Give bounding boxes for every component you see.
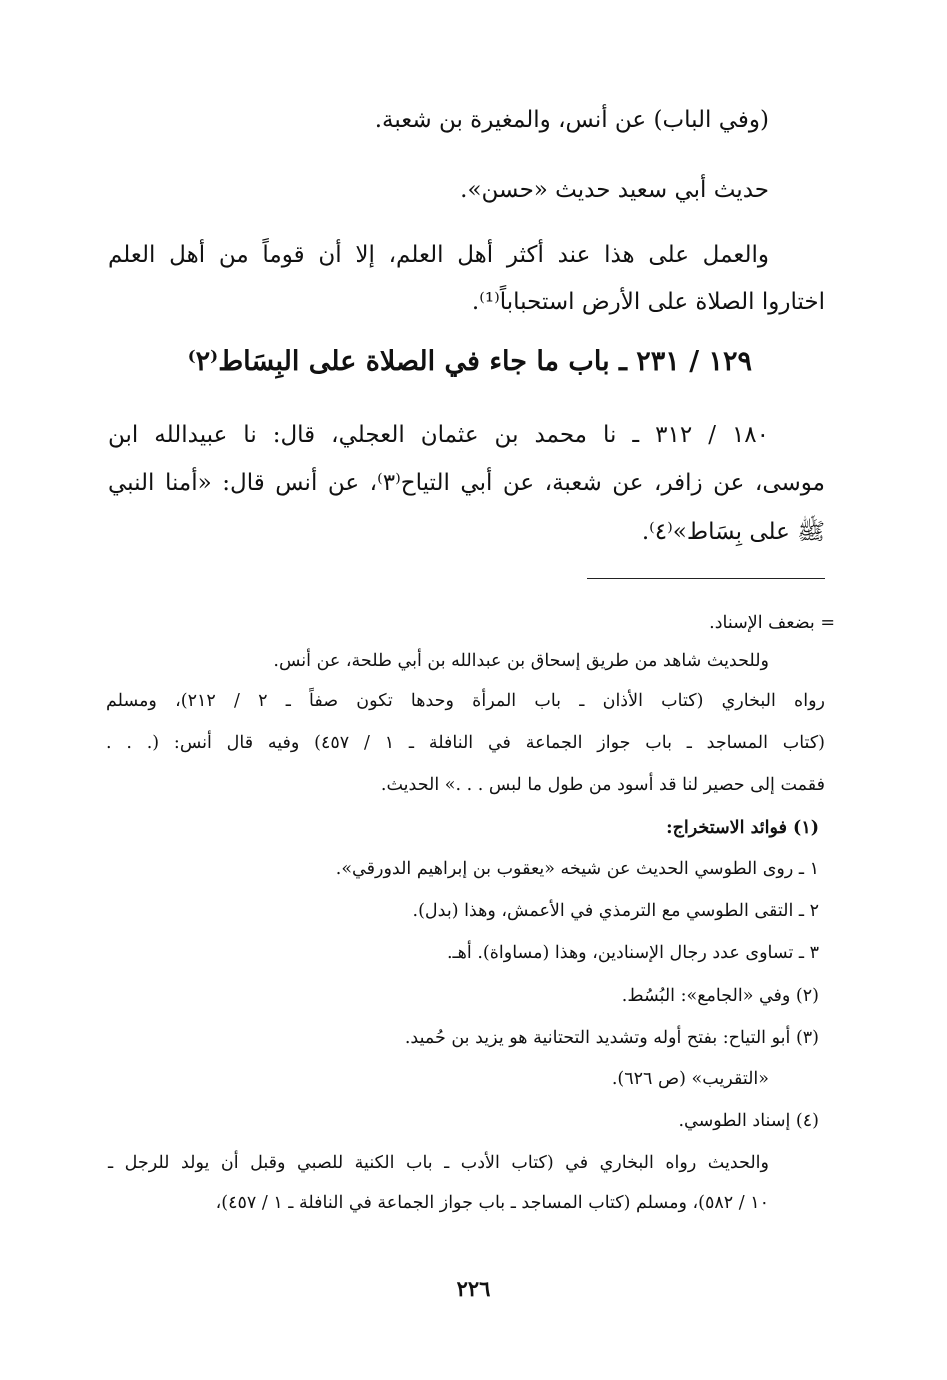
hadith-line-1: ١٨٠ / ٣١٢ ـ نا محمد بن عثمان العجلي، قال: نا عبيدالله ابن xyxy=(108,422,770,448)
main-line-3: والعمل على هذا عند أكثر أهل العلم، إلا أن قوماً من أهل العلم xyxy=(108,242,769,268)
footnote-line-8: ٢ ـ التقى الطوسي مع الترمذي في الأعمش، وهذا (بدل). xyxy=(412,901,819,921)
page-number: ٢٢٦ xyxy=(456,1276,491,1301)
footnote-line-13: (٤) إسناد الطوسي. xyxy=(678,1111,819,1131)
footnote-line-12: «التقريب» (ص ٦٢٦). xyxy=(611,1069,769,1089)
footnote-line-3: رواه البخاري (كتاب الأذان ـ باب المرأة وحدها تكون صفاً ـ ٢ / ٢١٢)، ومسلم xyxy=(106,691,825,711)
hadith-line-2: موسى، عن زافر، عن شعبة، عن أبي التياح⁽٣⁾، عن أنس قال: «أمنا النبي xyxy=(108,470,825,496)
footnote-line-7: ١ ـ روى الطوسي الحديث عن شيخه «يعقوب بن إبراهيم الدورقي». xyxy=(335,859,819,879)
footnote-line-9: ٣ ـ تساوى عدد رجال الإسنادين، وهذا (مساواة). أهـ. xyxy=(446,943,819,963)
footnote-line-15: ١٠ / ٥٨٢)، ومسلم (كتاب المساجد ـ باب جواز الجماعة في النافلة ـ ١ / ٤٥٧)، xyxy=(215,1193,769,1213)
hadith-line-3: ﷺ على بِسَاط»⁽٤⁾. xyxy=(641,519,825,545)
footnote-line-5: فقمت إلى حصير لنا قد أسود من طول ما لبس . . .» الحديث. xyxy=(380,775,825,795)
main-line-1: (وفي الباب) عن أنس، والمغيرة بن شعبة. xyxy=(374,107,769,133)
footnote-line-10: (٢) وفي «الجامع»: البُسُط. xyxy=(621,986,819,1006)
main-line-2: حديث أبي سعيد حديث «حسن». xyxy=(460,177,769,203)
footnote-line-11: (٣) أبو التياح: بفتح أوله وتشديد التحتانية هو يزيد بن حُميد. xyxy=(404,1028,819,1048)
footnote-line-1: = بضعف الإسناد. xyxy=(709,613,835,633)
footnote-line-2: وللحديث شاهد من طريق إسحاق بن عبدالله بن أبي طلحة، عن أنس. xyxy=(273,651,769,671)
footnote-line-6: (١) فوائد الاستخراج: xyxy=(666,818,819,838)
footnote-line-4: (كتاب المساجد ـ باب جواز الجماعة في النافلة ـ ١ / ٤٥٧) وفيه قال أنس: (. . . xyxy=(106,733,825,753)
footnote-divider xyxy=(587,578,825,579)
main-line-4: اختاروا الصلاة على الأرض استحباباً⁽¹⁾. xyxy=(471,289,825,315)
footnote-line-14: والحديث رواه البخاري في (كتاب الأدب ـ باب الكنية للصبي وقبل أن يولد للرجل ـ xyxy=(108,1153,769,1173)
chapter-heading: ١٢٩ / ٢٣١ ـ باب ما جاء في الصلاة على البِسَاط⁽٢⁾ xyxy=(187,346,752,377)
